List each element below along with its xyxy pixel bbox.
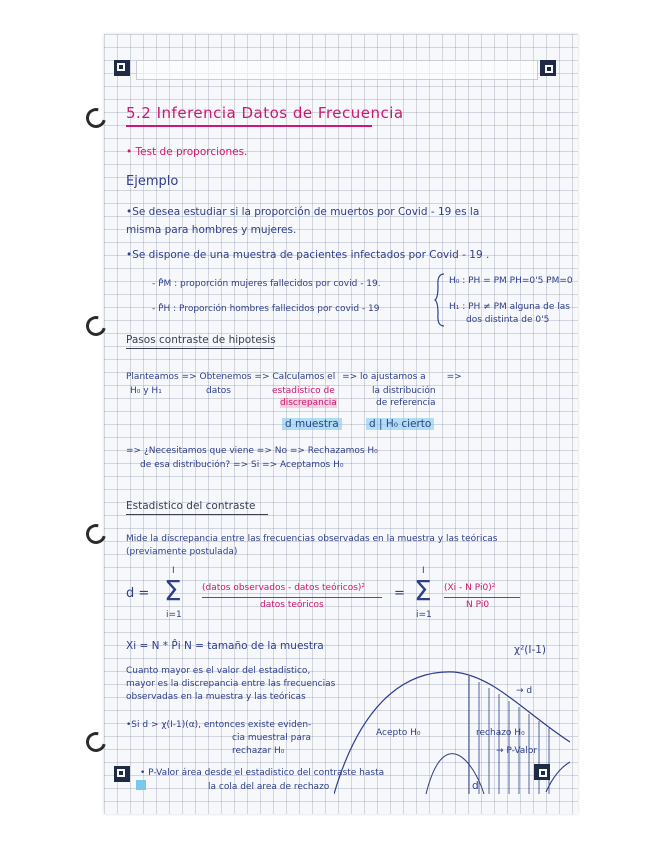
cuanto-line-1: Cuanto mayor es el valor del estadistico, (126, 666, 311, 676)
cuanto-line-3: observadas en la muestra y las teóricas (126, 692, 306, 702)
fraction-1-denominator: datos teóricos (260, 600, 324, 610)
corner-logo-bottom-left-icon (114, 766, 130, 782)
acepto-h0-label: Acepto H₀ (376, 728, 421, 738)
title-underline (126, 125, 372, 127)
sum-lower-1: i=1 (166, 610, 182, 620)
si-line-1: •Si d > χ(I-1)(α), entonces existe eviden- (126, 720, 312, 730)
pasos-row-1 (126, 372, 462, 382)
chi-square-density-sketch (334, 652, 574, 812)
fraction-1-bar (202, 597, 382, 598)
xi-definition: Xi = N * P̂i N = tamaño de la muestra (126, 640, 324, 652)
section-subtitle: • Test de proporciones. (126, 146, 248, 158)
si-line-3: rechazar H₀ (232, 746, 285, 756)
pasos-sub-h0h1: H₀ y H₁ (130, 386, 162, 396)
fraction-2-bar (444, 597, 520, 598)
chi-square-label: χ²(I-1) (514, 644, 547, 656)
cuanto-line-2: mayor es la discrepancia entre las frecuencias (126, 679, 336, 689)
d-muestra-badge: d muestra (282, 418, 342, 430)
arrow-d-label: → d (516, 686, 533, 696)
sum-symbol-2: Σ (414, 574, 432, 607)
corner-logo-right-icon (540, 60, 556, 76)
pasos-heading-underline (126, 348, 274, 349)
pm-definition: - P̂M : proporción mujeres fallecidos por covid - 19. (152, 279, 381, 289)
pasos-row-2b: de esa distribución? => Si => Aceptamos H₀ (140, 460, 344, 470)
sum-symbol-1: Σ (164, 574, 182, 607)
rechazo-h0-label: rechazo H₀ (476, 728, 525, 738)
pvalor-definition-2: la cola del area de rechazo (208, 782, 330, 792)
example-label: Ejemplo (126, 174, 179, 189)
intro-line-2: misma para hombres y mujeres. (126, 224, 297, 236)
pvalor-definition-1: • P-Valor área desde el estadistico del contraste hasta (140, 768, 385, 778)
h1-statement-cont: dos distinta de 0'5 (466, 315, 550, 325)
estadistico-heading-underline (126, 514, 268, 515)
fraction-2-numerator: (Xi - N Pi0)² (444, 583, 496, 593)
d-axis-label: d (472, 780, 479, 792)
h0-statement: H₀ : PH = PM PH=0'5 PM=0 (449, 276, 573, 286)
color-swatch-blue (136, 780, 146, 790)
intro-line-1: •Se desea estudiar si la proporción de muertos por Covid - 19 es la (126, 206, 480, 218)
estadistico-desc-2: (previamente postulada) (126, 547, 238, 557)
pasos-sub-estadistico: estadistico de (272, 386, 335, 396)
pasos-sub-datos: datos (206, 386, 231, 396)
pasos-heading: Pasos contraste de hipotesis (126, 334, 276, 346)
fraction-1-numerator: (datos observados - datos teóricos)² (202, 583, 366, 593)
page-header-bar (136, 60, 538, 80)
estadistico-heading: Estadistico del contraste (126, 500, 256, 512)
h1-statement: H₁ : PH ≠ PM alguna de las (449, 302, 570, 312)
formula-equals: = (394, 586, 405, 601)
pasos-sub-distribucion: la distribución (372, 386, 436, 396)
fraction-2-denominator: N Pi0 (466, 600, 490, 610)
corner-logo-left-icon (114, 60, 130, 76)
notebook-page (104, 34, 578, 814)
sum-upper-2: I (422, 566, 425, 576)
pvalor-arrow-label: → P-Valor (496, 746, 538, 756)
pasos-sub-referencia: de referencia (376, 398, 436, 408)
sum-lower-2: i=1 (416, 610, 432, 620)
ph-definition: - P̂H : Proporción hombres fallecidos por covid - 19 (152, 304, 380, 314)
formula-d: d = (126, 586, 150, 601)
page-title: 5.2 Inferencia Datos de Frecuencia (126, 104, 404, 122)
pasos-row-2a: => ¿Necesitamos que viene => No => Rechazamos H₀ (126, 446, 378, 456)
d-h0-badge: d | H₀ cierto (366, 418, 434, 430)
pasos-step-ajustar: => lo ajustamos a (342, 372, 426, 382)
sum-upper-1: I (172, 566, 175, 576)
estadistico-desc-1: Mide la discrepancia entre las frecuencias observadas en la muestra y las teóricas (126, 534, 498, 544)
corner-logo-bottom-right-icon (534, 764, 550, 780)
intro-line-3: •Se dispone de una muestra de pacientes infectados por Covid - 19 . (126, 249, 490, 261)
pasos-step-arrow: => (446, 372, 462, 382)
pasos-sub-discrepancia: discrepancia (280, 398, 337, 408)
si-line-2: cia muestral para (232, 733, 312, 743)
pasos-step-plantear: Planteamos => Obtenemos => Calculamos el (126, 372, 336, 382)
hypothesis-brace (434, 272, 446, 328)
